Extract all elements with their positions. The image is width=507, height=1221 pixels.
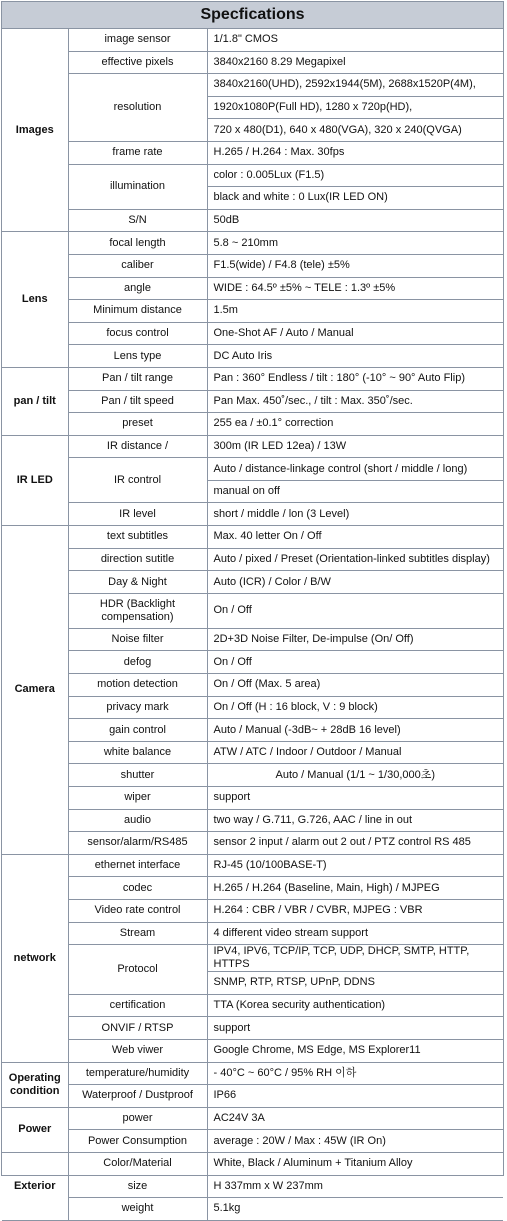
spec-value: On / Off [207,593,503,628]
spec-label: Web viwer [68,1039,207,1062]
spec-row [2,764,503,787]
spec-row [2,832,503,855]
spec-row [2,899,503,922]
spec-row [2,1152,503,1175]
spec-label: text subtitles [68,526,207,549]
spec-value: Google Chrome, MS Edge, MS Explorer11 [207,1039,503,1062]
spec-row [2,254,503,277]
spec-value: RJ-45 (10/100BASE-T) [207,854,503,877]
spec-value: 3840x2160 8.29 Megapixel [207,51,503,74]
spec-value: One-Shot AF / Auto / Manual [207,322,503,345]
spec-row [2,1017,503,1040]
spec-label: ONVIF / RTSP [68,1017,207,1040]
spec-row [2,503,503,526]
spec-value: Auto / distance-linkage control (short / middle / long) [207,458,503,481]
spec-row [2,29,503,51]
spec-value: AC24V 3A [207,1107,503,1130]
spec-row [2,571,503,594]
spec-label: focal length [68,232,207,255]
spec-label: illumination [68,164,207,209]
spec-value: H.265 / H.264 (Baseline, Main, High) / MJPEG [207,877,503,900]
spec-label: Protocol [68,945,207,995]
spec-label: ethernet interface [68,854,207,877]
spec-value: 2D+3D Noise Filter, De-impulse (On/ Off) [207,628,503,651]
spec-row [2,277,503,300]
spec-value: two way / G.711, G.726, AAC / line in out [207,809,503,832]
spec-value: IP66 [207,1085,503,1108]
spec-row [2,1085,503,1108]
spec-value: support [207,1017,503,1040]
spec-label: angle [68,277,207,300]
spec-row [2,232,503,255]
spec-value: H 337mm x W 237mm [207,1175,503,1198]
spec-label: shutter [68,764,207,787]
spec-value: 5.1kg [207,1198,503,1221]
spec-value: DC Auto Iris [207,345,503,368]
spec-row [2,922,503,945]
spec-label: privacy mark [68,696,207,719]
section-lens: Lens [2,232,68,368]
section-operating-condition: Operating condition [2,1062,68,1107]
spec-label: IR distance / [68,435,207,458]
spec-label: power [68,1107,207,1130]
spec-row [2,945,503,972]
section-exterior: Exterior [2,1152,68,1220]
spec-row [2,593,503,628]
spec-row [2,696,503,719]
spec-value: support [207,787,503,810]
spec-label: caliber [68,254,207,277]
spec-label: IR level [68,503,207,526]
spec-value: Auto / pixed / Preset (Orientation-linked subtitles display) [207,548,503,571]
spec-label: focus control [68,322,207,345]
spec-value: On / Off (H : 16 block, V : 9 block) [207,696,503,719]
spec-label: Color/Material [68,1152,207,1175]
spec-value: Auto / Manual (1/1 ~ 1/30,000초) [207,764,503,787]
spec-row [2,854,503,877]
spec-value: black and white : 0 Lux(IR LED ON) [207,187,503,210]
spec-label: codec [68,877,207,900]
section-images: Images [2,29,68,232]
spec-row [2,1107,503,1130]
spec-row [2,367,503,390]
spec-value: average : 20W / Max : 45W (IR On) [207,1130,503,1153]
spec-value: F1.5(wide) / F4.8 (tele) ±5% [207,254,503,277]
spec-label: Pan / tilt speed [68,390,207,413]
section-power: Power [2,1107,68,1152]
spec-row [2,164,503,187]
spec-label: temperature/humidity [68,1062,207,1085]
spec-row [2,1198,503,1221]
spec-row [2,435,503,458]
spec-value: - 40°C ~ 60°C / 95% RH 이하 [207,1062,503,1085]
spec-row [2,994,503,1017]
spec-value: TTA (Korea security authentication) [207,994,503,1017]
spec-value: Pan Max. 450˚/sec., / tilt : Max. 350˚/sec. [207,390,503,413]
spec-row [2,526,503,549]
spec-value: Auto (ICR) / Color / B/W [207,571,503,594]
spec-value: Max. 40 letter On / Off [207,526,503,549]
spec-value: H.264 : CBR / VBR / CVBR, MJPEG : VBR [207,899,503,922]
spec-value: White, Black / Aluminum + Titanium Alloy [207,1152,503,1175]
spec-row [2,74,503,97]
spec-row [2,651,503,674]
spec-row [2,628,503,651]
spec-row [2,1039,503,1062]
spec-label: S/N [68,209,207,232]
spec-row [2,458,503,481]
spec-row [2,741,503,764]
spec-row [2,51,503,74]
spec-value: manual on off [207,480,503,503]
spec-label: Day & Night [68,571,207,594]
spec-label: wiper [68,787,207,810]
spec-value: H.265 / H.264 : Max. 30fps [207,141,503,164]
spec-row [2,300,503,323]
spec-value: IPV4, IPV6, TCP/IP, TCP, UDP, DHCP, SMTP, HTTP, HTTPS [207,945,503,972]
section-pan-tilt: pan / tilt [2,367,68,435]
spec-label: weight [68,1198,207,1221]
spec-value: short / middle / lon (3 Level) [207,503,503,526]
spec-value: Pan : 360° Endless / tilt : 180° (-10° ~ 90° Auto Flip) [207,367,503,390]
spec-value: 255 ea / ±0.1° correction [207,413,503,436]
spec-label: white balance [68,741,207,764]
spec-title: Specfications [2,2,503,29]
section-network: network [2,854,68,1062]
spec-value: On / Off (Max. 5 area) [207,674,503,697]
spec-value: sensor 2 input / alarm out 2 out / PTZ control RS 485 [207,832,503,855]
spec-row [2,209,503,232]
spec-row [2,1062,503,1085]
spec-label: Pan / tilt range [68,367,207,390]
spec-table [2,29,503,1221]
spec-label: Lens type [68,345,207,368]
spec-row [2,390,503,413]
spec-row [2,322,503,345]
spec-value: 4 different video stream support [207,922,503,945]
spec-value: WIDE : 64.5º ±5% ~ TELE : 1.3º ±5% [207,277,503,300]
spec-label: image sensor [68,29,207,51]
spec-value: 50dB [207,209,503,232]
spec-value: Auto / Manual (-3dB~ + 28dB 16 level) [207,719,503,742]
spec-row [2,674,503,697]
spec-label: defog [68,651,207,674]
spec-row [2,1130,503,1153]
spec-label: sensor/alarm/RS485 [68,832,207,855]
spec-value: 1.5m [207,300,503,323]
spec-label: Minimum distance [68,300,207,323]
spec-sheet [1,1,504,1215]
spec-label: direction sutitle [68,548,207,571]
spec-value: 300m (IR LED 12ea) / 13W [207,435,503,458]
spec-value: 1920x1080P(Full HD), 1280 x 720p(HD), [207,96,503,119]
spec-label: size [68,1175,207,1198]
spec-row [2,141,503,164]
spec-label: HDR (Backlight compensation) [68,593,207,628]
spec-value: color : 0.005Lux (F1.5) [207,164,503,187]
spec-label: audio [68,809,207,832]
spec-value: ATW / ATC / Indoor / Outdoor / Manual [207,741,503,764]
spec-label: Video rate control [68,899,207,922]
spec-value: 3840x2160(UHD), 2592x1944(5M), 2688x1520P(4M), [207,74,503,97]
spec-row [2,548,503,571]
spec-label: Noise filter [68,628,207,651]
spec-row [2,1175,503,1198]
spec-label: certification [68,994,207,1017]
spec-label: Power Consumption [68,1130,207,1153]
spec-row [2,719,503,742]
spec-row [2,877,503,900]
spec-label: resolution [68,74,207,142]
spec-label: preset [68,413,207,436]
spec-row [2,787,503,810]
spec-value: 5.8 ~ 210mm [207,232,503,255]
spec-value: 1/1.8" CMOS [207,29,503,51]
spec-value: On / Off [207,651,503,674]
spec-row [2,809,503,832]
spec-label: Waterproof / Dustproof [68,1085,207,1108]
spec-row [2,413,503,436]
spec-label: IR control [68,458,207,503]
spec-value: 720 x 480(D1), 640 x 480(VGA), 320 x 240(QVGA) [207,119,503,142]
spec-label: frame rate [68,141,207,164]
spec-label: motion detection [68,674,207,697]
spec-label: effective pixels [68,51,207,74]
spec-label: Stream [68,922,207,945]
section-ir-led: IR LED [2,435,68,525]
section-camera: Camera [2,526,68,855]
spec-row [2,345,503,368]
spec-label: gain control [68,719,207,742]
spec-value: SNMP, RTP, RTSP, UPnP, DDNS [207,972,503,995]
